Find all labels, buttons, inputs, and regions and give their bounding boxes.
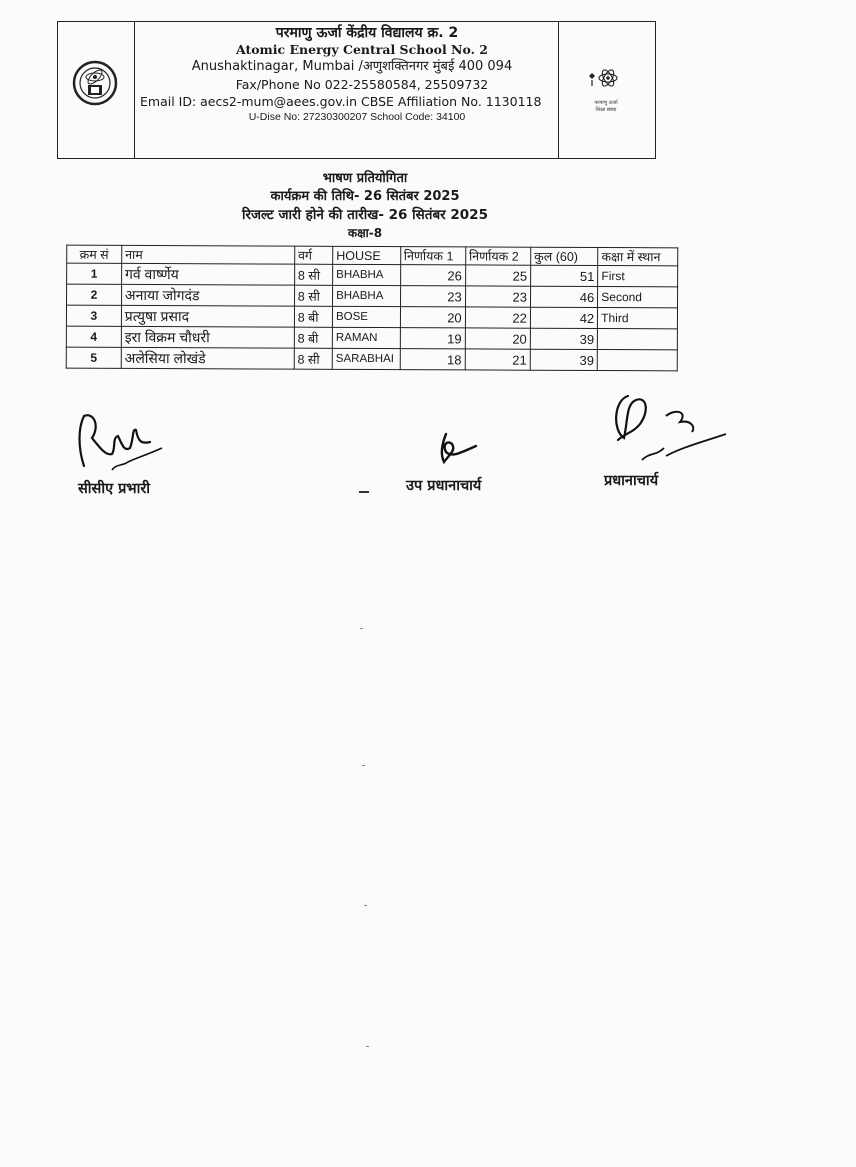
table-row bbox=[66, 347, 677, 371]
cell-rank: Second bbox=[598, 286, 678, 307]
principal-signature bbox=[606, 390, 736, 470]
separator-dash bbox=[359, 491, 369, 493]
principal-label: प्रधानाचार्य bbox=[604, 473, 659, 489]
cell-class: 8 बी bbox=[294, 306, 332, 327]
cca-incharge-signature bbox=[72, 408, 172, 478]
cell-house: BHABHA bbox=[333, 264, 401, 285]
cell-sn: 2 bbox=[67, 284, 122, 305]
school-address: Anushaktinagar, Mumbai /अणुशक्तिनगर मुंबई 400 094 bbox=[191, 59, 513, 74]
page-speck bbox=[360, 628, 363, 629]
col-header-total: कुल (60) bbox=[531, 247, 598, 265]
cell-judge2: 22 bbox=[465, 307, 530, 328]
col-header-judge1: निर्णायक 1 bbox=[400, 247, 465, 265]
cell-judge1: 26 bbox=[400, 265, 465, 286]
cell-class: 8 सी bbox=[294, 264, 332, 285]
col-header-judge2: निर्णायक 2 bbox=[465, 247, 530, 265]
cell-judge2: 20 bbox=[465, 328, 530, 349]
cell-house: BOSE bbox=[332, 306, 400, 327]
page-speck bbox=[364, 905, 367, 906]
vice-principal-label: उप प्रधानाचार्य bbox=[406, 478, 482, 494]
school-email-affiliation: Email ID: aecs2-mum@aees.gov.in CBSE Affiliation No. 1130118 bbox=[140, 94, 542, 109]
page-speck bbox=[366, 1046, 369, 1047]
cell-total: 39 bbox=[530, 349, 597, 370]
col-header-rank: कक्षा में स्थान bbox=[598, 247, 678, 265]
school-phone: Fax/Phone No 022-25580584, 25509732 bbox=[235, 77, 489, 92]
cell-name: गर्व वार्ष्णेय bbox=[121, 263, 294, 285]
cell-name: अनाया जोगदंड bbox=[121, 284, 294, 306]
school-name-english: Atomic Energy Central School No. 2 bbox=[235, 42, 489, 57]
class-label: कक्षा-8 bbox=[347, 226, 383, 240]
result-title bbox=[200, 170, 530, 242]
cell-judge1: 18 bbox=[400, 349, 465, 370]
letterhead-text bbox=[138, 24, 556, 125]
results-table bbox=[66, 245, 679, 372]
cell-house: BHABHA bbox=[333, 285, 401, 306]
cell-judge1: 20 bbox=[400, 307, 465, 328]
cell-total: 51 bbox=[531, 265, 598, 286]
cell-sn: 4 bbox=[66, 326, 121, 347]
cell-total: 46 bbox=[530, 286, 597, 307]
letterhead-divider-left bbox=[134, 22, 135, 158]
cell-judge1: 19 bbox=[400, 328, 465, 349]
cca-incharge-label: सीसीए प्रभारी bbox=[78, 481, 151, 497]
cell-name: इरा विक्रम चौधरी bbox=[121, 326, 294, 348]
program-date: कार्यक्रम की तिथि- 26 सितंबर 2025 bbox=[270, 189, 460, 204]
table-row bbox=[67, 284, 678, 308]
event-name: भाषण प्रतियोगिता bbox=[322, 171, 408, 186]
cell-total: 42 bbox=[530, 307, 597, 328]
letterhead bbox=[57, 21, 656, 159]
table-row bbox=[66, 326, 677, 350]
cell-sn: 3 bbox=[66, 305, 121, 326]
col-header-sn: क्रम सं bbox=[67, 245, 122, 263]
cell-house: SARABHAI bbox=[332, 348, 400, 369]
vice-principal-signature bbox=[432, 430, 482, 468]
school-name-hindi: परमाणु ऊर्जा केंद्रीय विद्यालय क्र. 2 bbox=[275, 25, 459, 41]
result-date: रिजल्ट जारी होने की तारीख- 26 सितंबर 2025 bbox=[242, 207, 488, 223]
cell-class: 8 बी bbox=[294, 327, 332, 348]
cell-total: 39 bbox=[530, 328, 597, 349]
letterhead-divider-right bbox=[558, 22, 559, 158]
cell-rank bbox=[598, 328, 678, 349]
cell-judge2: 23 bbox=[465, 286, 530, 307]
school-udise: U-Dise No: 27230300207 School Code: 34100 bbox=[248, 111, 466, 123]
table-row bbox=[66, 305, 677, 329]
cell-rank: First bbox=[598, 265, 678, 286]
table-row bbox=[67, 263, 678, 287]
col-header-class: वर्ग bbox=[294, 246, 332, 264]
cell-name: अलेसिया लोखंडे bbox=[121, 347, 294, 369]
school-emblem-icon bbox=[72, 60, 118, 106]
cell-judge2: 25 bbox=[465, 265, 530, 286]
cell-judge2: 21 bbox=[465, 349, 530, 370]
col-header-house: HOUSE bbox=[333, 246, 401, 264]
page-speck bbox=[362, 765, 365, 766]
col-header-name: नाम bbox=[122, 245, 295, 264]
cell-class: 8 सी bbox=[294, 285, 332, 306]
cell-rank bbox=[597, 349, 677, 370]
cell-name: प्रत्युषा प्रसाद bbox=[121, 305, 294, 327]
cell-rank: Third bbox=[598, 307, 678, 328]
cell-house: RAMAN bbox=[332, 327, 400, 348]
aees-logo-caption: परमाणु ऊर्जा शिक्षा संस्था bbox=[594, 100, 618, 113]
cell-judge1: 23 bbox=[400, 286, 465, 307]
cell-class: 8 सी bbox=[294, 348, 332, 369]
aees-logo-icon bbox=[586, 62, 620, 94]
cell-sn: 1 bbox=[67, 263, 122, 284]
cell-sn: 5 bbox=[66, 347, 121, 368]
